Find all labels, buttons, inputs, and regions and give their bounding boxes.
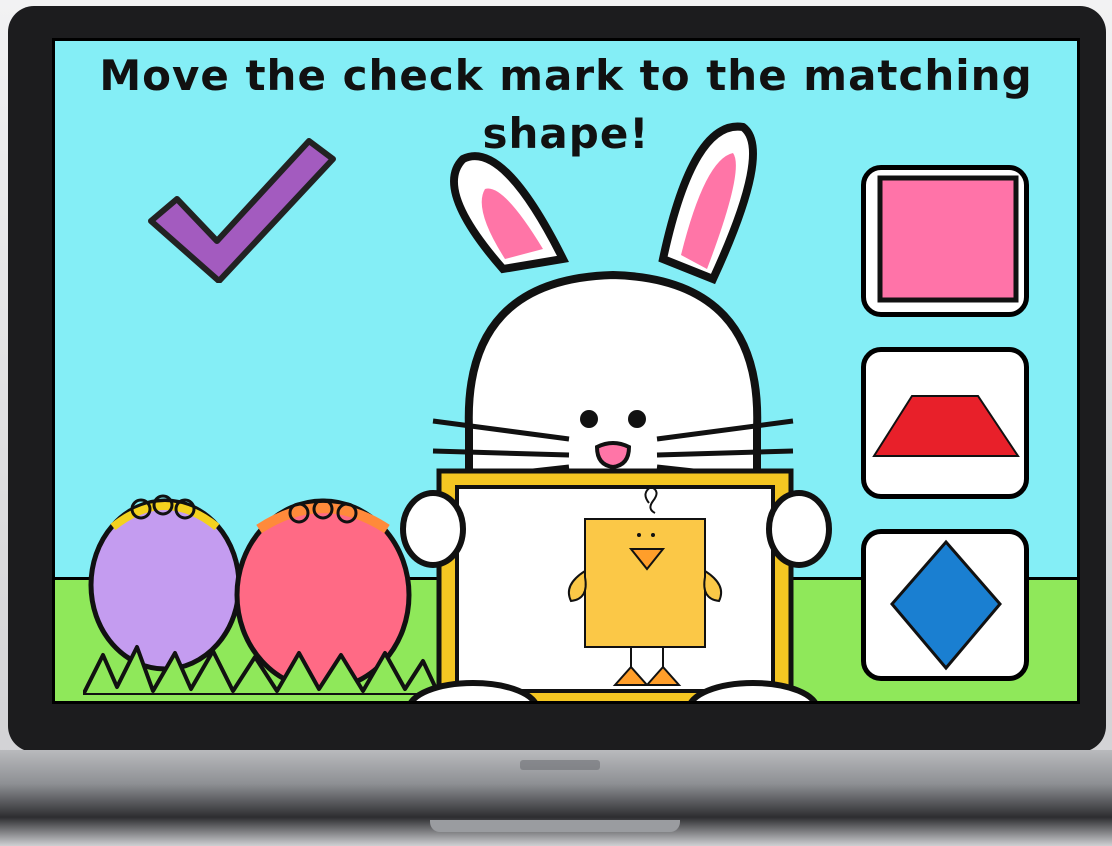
trapezoid-shape-icon	[866, 352, 1024, 494]
check-mark-icon[interactable]	[143, 133, 343, 283]
bunny-icon	[393, 109, 833, 701]
laptop-notch	[430, 820, 680, 832]
title-line-1: Move the check mark to the matching	[99, 51, 1033, 100]
answer-card-square[interactable]	[861, 165, 1029, 317]
activity-slide	[52, 38, 1080, 704]
title-line-2: shape!	[482, 109, 650, 158]
rhombus-shape-icon	[866, 534, 1024, 676]
square-shape-icon	[866, 170, 1024, 312]
answer-card-rhombus[interactable]	[861, 529, 1029, 681]
easter-eggs-icon	[83, 465, 443, 695]
laptop-logo	[520, 760, 600, 770]
answer-card-trapezoid[interactable]	[861, 347, 1029, 499]
